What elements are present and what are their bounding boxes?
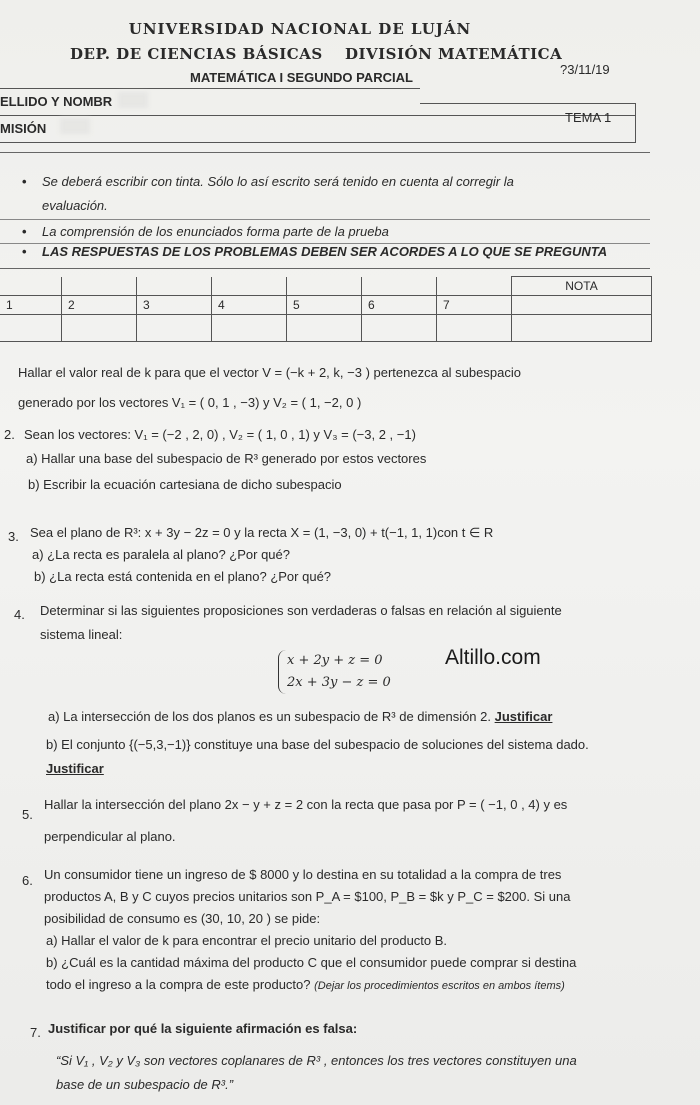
question-4-line-1: Determinar si las siguientes proposiciones son verdaderas o falsas en relación al siguiente [40,603,562,618]
question-6-item-b-line-1: b) ¿Cuál es la cantidad máxima del producto C que el consumidor puede comprar si destina [46,955,577,970]
divider [420,103,635,104]
grade-table-number-row [0,296,652,315]
nota-header: NOTA [512,277,652,296]
question-1-line-1: Hallar el valor real de k para que el vector V = (−k + 2, k, −3 ) pertenezca al subespacio [18,365,521,380]
divider [0,142,635,143]
grade-col-4: 4 [212,296,287,315]
question-7-quote-line-1: “Si V₁ , V₂ y V₃ son vectores coplanares de R³ , entonces los tres vectores constituyen una [56,1053,577,1068]
question-4-item-b-justify: Justificar [46,761,104,776]
rule-item-bold: • LAS RESPUESTAS DE LOS PROBLEMAS DEBEN SER ACORDES A LO QUE SE PREGUNTA [42,244,607,259]
redaction [118,92,148,108]
question-3-item-a: a) ¿La recta es paralela al plano? ¿Por qué? [32,547,290,562]
question-6-number: 6. [22,873,33,888]
question-6-line-3: posibilidad de consumo es (30, 10, 20 ) se pide: [44,911,321,926]
grade-table-header-row [0,277,652,296]
question-5-line-2: perpendicular al plano. [44,829,176,844]
question-4-item-b: b) El conjunto {(−5,3,−1)} constituye una base del subespacio de soluciones del sistema dado. [46,737,589,752]
watermark: Altillo.com [445,646,541,669]
divider [0,115,635,116]
question-4-number: 4. [14,607,25,622]
divider [0,88,420,89]
question-2-item-a: a) Hallar una base del subespacio de R³ generado por estos vectores [26,451,427,466]
grade-col-6: 6 [362,296,437,315]
question-7-number: 7. [30,1025,41,1040]
question-5-number: 5. [22,807,33,822]
question-6-line-1: Un consumidor tiene un ingreso de $ 8000 y lo destina en su totalidad a la compra de tres [44,867,562,882]
grade-col-7: 7 [437,296,512,315]
divider [0,219,650,220]
question-7-line-1: Justificar por qué la siguiente afirmación es falsa: [48,1021,358,1036]
question-4-item-a [48,706,552,728]
grade-col-1: 1 [0,296,62,315]
question-5-line-1: Hallar la intersección del plano 2x − y + z = 2 con la recta que pasa por P = ( −1, 0 , 4) y es [44,797,568,812]
question-6-note: (Dejar los procedimientos escritos en ambos ítems) [314,980,565,992]
grade-table-score-row [0,315,652,342]
question-4-item-a-justify: Justificar [494,709,553,724]
question-3-number: 3. [8,529,19,544]
question-4-line-2: sistema lineal: [40,627,123,642]
tema-label: TEMA 1 [565,110,612,125]
commission-label: MISIÓN [0,121,47,136]
question-6-item-a: a) Hallar el valor de k para encontrar el precio unitario del producto B. [46,933,448,948]
question-3-line-1: Sea el plano de R³: x + 3y − 2z = 0 y la recta X = (1, −3, 0) + t(−1, 1, 1)con t ∈ R [30,525,494,540]
nota-cell [512,296,652,315]
question-6-item-b-text: todo el ingreso a la compra de este producto? [46,977,311,992]
rule-item: • La comprensión de los enunciados forma parte de la prueba [42,224,389,239]
university-title: UNIVERSIDAD NACIONAL DE LUJÁN [128,20,472,38]
rule-item: • Se deberá escribir con tinta. Sólo lo así escrito será tenido en cuenta al corregir la [42,174,514,189]
question-1-line-2: generado por los vectores V₁ = ( 0, 1 , −3) y V₂ = ( 1, −2, 0 ) [18,395,362,410]
question-6-item-b-line-2 [46,974,565,997]
grade-col-5: 5 [287,296,362,315]
rule-item-continued: evaluación. [42,198,108,213]
question-7-quote-line-2: base de un subespacio de R³.” [56,1077,234,1092]
question-6-line-2: productos A, B y C cuyos precios unitarios son P_A = $100, P_B = $k y P_C = $200. Si una [44,889,571,904]
question-2-number: 2. [4,427,15,442]
question-2-line-1: Sean los vectores: V₁ = (−2 , 2, 0) , V₂ = ( 1, 0 , 1) y V₃ = (−3, 2 , −1) [24,427,416,442]
divider [635,103,636,143]
redaction [60,118,90,134]
department-title: DEP. DE CIENCIAS BÁSICAS [70,45,323,63]
equation-1: x + 2y + z = 0 [287,653,383,668]
exam-title: MATEMÁTICA I SEGUNDO PARCIAL [190,70,413,85]
grade-col-2: 2 [62,296,137,315]
question-4-item-a-text: a) La intersección de los dos planos es un subespacio de R³ de dimensión 2. [48,709,491,724]
equation-2: 2x + 3y − z = 0 [287,675,391,690]
grade-table [0,276,652,342]
name-label: ELLIDO Y NOMBR [0,94,113,109]
exam-date: ?3/11/19 [560,62,610,77]
question-3-item-b: b) ¿La recta está contenida en el plano? ¿Por qué? [34,569,332,584]
question-2-item-b: b) Escribir la ecuación cartesiana de dicho subespacio [28,477,342,492]
division-title: DIVISIÓN MATEMÁTICA [345,45,563,63]
linear-system [278,650,391,694]
grade-col-3: 3 [137,296,212,315]
